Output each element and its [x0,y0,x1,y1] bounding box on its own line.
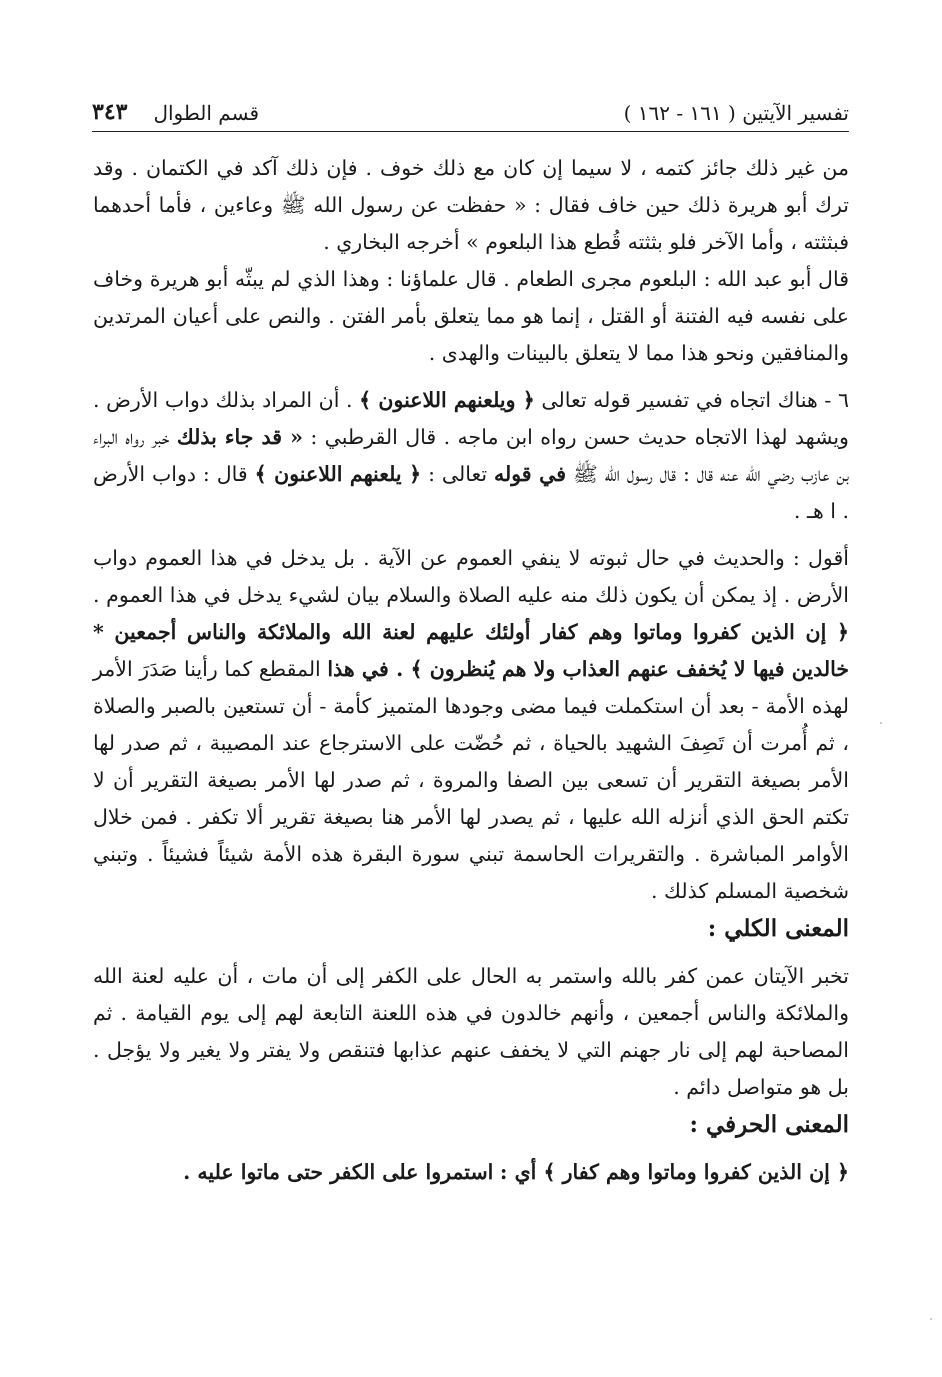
paragraph-gap [93,948,849,958]
page-number: ٣٤٣ [92,99,128,125]
paragraph-gap [93,1144,849,1154]
header-left [92,99,259,125]
paragraph-2: قال أبو عبد الله : البلعوم مجرى الطعام . قال علماؤنا : وهذا الذي لم يبثّه أبو هريرة وخاف على نفسه فيه الفتنة أو القتل ، إنما هو مما يتعلق بأمر الفتن . والنص على أعيان المرتدين والمنافقين ونحو هذا مما لا يتعلق بالبينات والهدى . [93,267,849,365]
para3-text-c: . أن المراد بذلك دواب الأرض . ويشهد لهذا الاتجاه حديث حسن رواه ابن ماجه . قال القرطبي : [93,388,849,449]
paragraph-gap [93,530,849,540]
running-header [92,92,849,132]
para4-quran: ﴿ إن الذين كفروا وماتوا وهم كفار أولئك عليهم لعنة الله والملائكة والناس أجمعين * خالدين فيها لا يُخفف عنهم العذاب ولا هم يُنظرون ﴾ . في هذا [93,620,850,681]
para3-quran-2: ﴿ يلعنهم اللاعنون ﴾ [254,462,422,486]
header-section: قسم الطوال [153,101,259,125]
para3-text-f: في قوله [493,462,567,486]
header-title: تفسير الآيتين ( ١٦١ - ١٦٢ ) [623,101,849,125]
para3-quote-start: « قد جاء بذلك [176,425,303,449]
paragraph-5: تخبر الآيتان عمن كفر بالله واستمر به الحال على الكفر إلى أن مات ، أن عليه لعنة الله والملائكة والناس أجمعين ، وأنهم خالدون في هذه اللعنة التابعة لهم إلى يوم القيامة . ثم المصاحبة لهم إلى نار جهنم التي لا يخفف عنهم عذابها فتنقص ولا يفتر ولا يغير ولا يؤجل . بل هو متواصل دائم . [93,964,849,1099]
para3-text-e: خبر رواه البراء بن عازب رضي الله عنه قال : قال رسول الله ﷺ [93,425,849,486]
paragraph-4 [93,540,849,910]
para3-quran-1: ﴿ ويلعنهم اللاعنون ﴾ [359,388,535,412]
page-body [93,150,849,1191]
para6-quran: ﴿ إن الذين كفروا وماتوا وهم كفار ﴾ أي : [499,1160,849,1184]
paragraph-6 [93,1154,849,1191]
para3-text-g: تعالى : [428,462,488,486]
para4-text-a: أقول : والحديث في حال ثبوته لا ينفي العموم عن الآية . بل يدخل في هذا العموم دواب الأرض . إذ يمكن أن يكون ذلك منه عليه الصلاة والسلام بيان لشيء يدخل في هذا العموم . [93,546,849,607]
para3-text-i: قال : دواب الأرض . ا هـ . [93,462,849,523]
scan-speck [880,722,882,724]
para6-text-b: استمروا على الكفر حتى ماتوا عليه . [183,1160,494,1184]
paragraph-gap [93,372,849,382]
para4-text-c: المقطع كما رأينا صَدَرَ الأمر لهذه الأمة - بعد أن استكملت فيما مضى وجودها المتميز كأمة - أن تستعين بالصبر والصلاة ، ثم أُمرت أن تَصِفَ الشهيد بالحياة ، ثم حُضّت على الاسترجاع عند المصيبة ، ثم صدر لها الأمر بصيغة التقرير أن تسعى بين الصفا والمروة ، ثم صدر لها الأمر بصيغة التقرير أن لا تكتم الحق الذي أنزله الله عليها ، ثم يصدر لها الأمر هنا بصيغة تقرير ألا تكفر . فمن خلال الأوامر المباشرة . والتقريرات الحاسمة تبني سورة البقرة هذه الأمة شيئاً فشيئاً . وتبني شخصية المسلم كذلك . [93,657,849,903]
scan-speck [930,1318,932,1320]
para3-text-a: ٦ - هناك اتجاه في تفسير قوله تعالى [541,388,849,412]
paragraph-3 [93,382,849,530]
paragraph-1: من غير ذلك جائز كتمه ، لا سيما إن كان مع ذلك خوف . فإن ذلك آكد في الكتمان . وقد ترك أبو هريرة ذلك حين خاف فقال : « حفظت عن رسول الله ﷺ وعاءين ، فأما أحدهما فبثثته ، وأما الآخر فلو بثثته قُطع هذا البلعوم » أخرجه البخاري . [93,156,849,254]
heading-literal-meaning: المعنى الحرفي : [689,1111,849,1138]
heading-general-meaning: المعنى الكلي : [707,915,849,942]
